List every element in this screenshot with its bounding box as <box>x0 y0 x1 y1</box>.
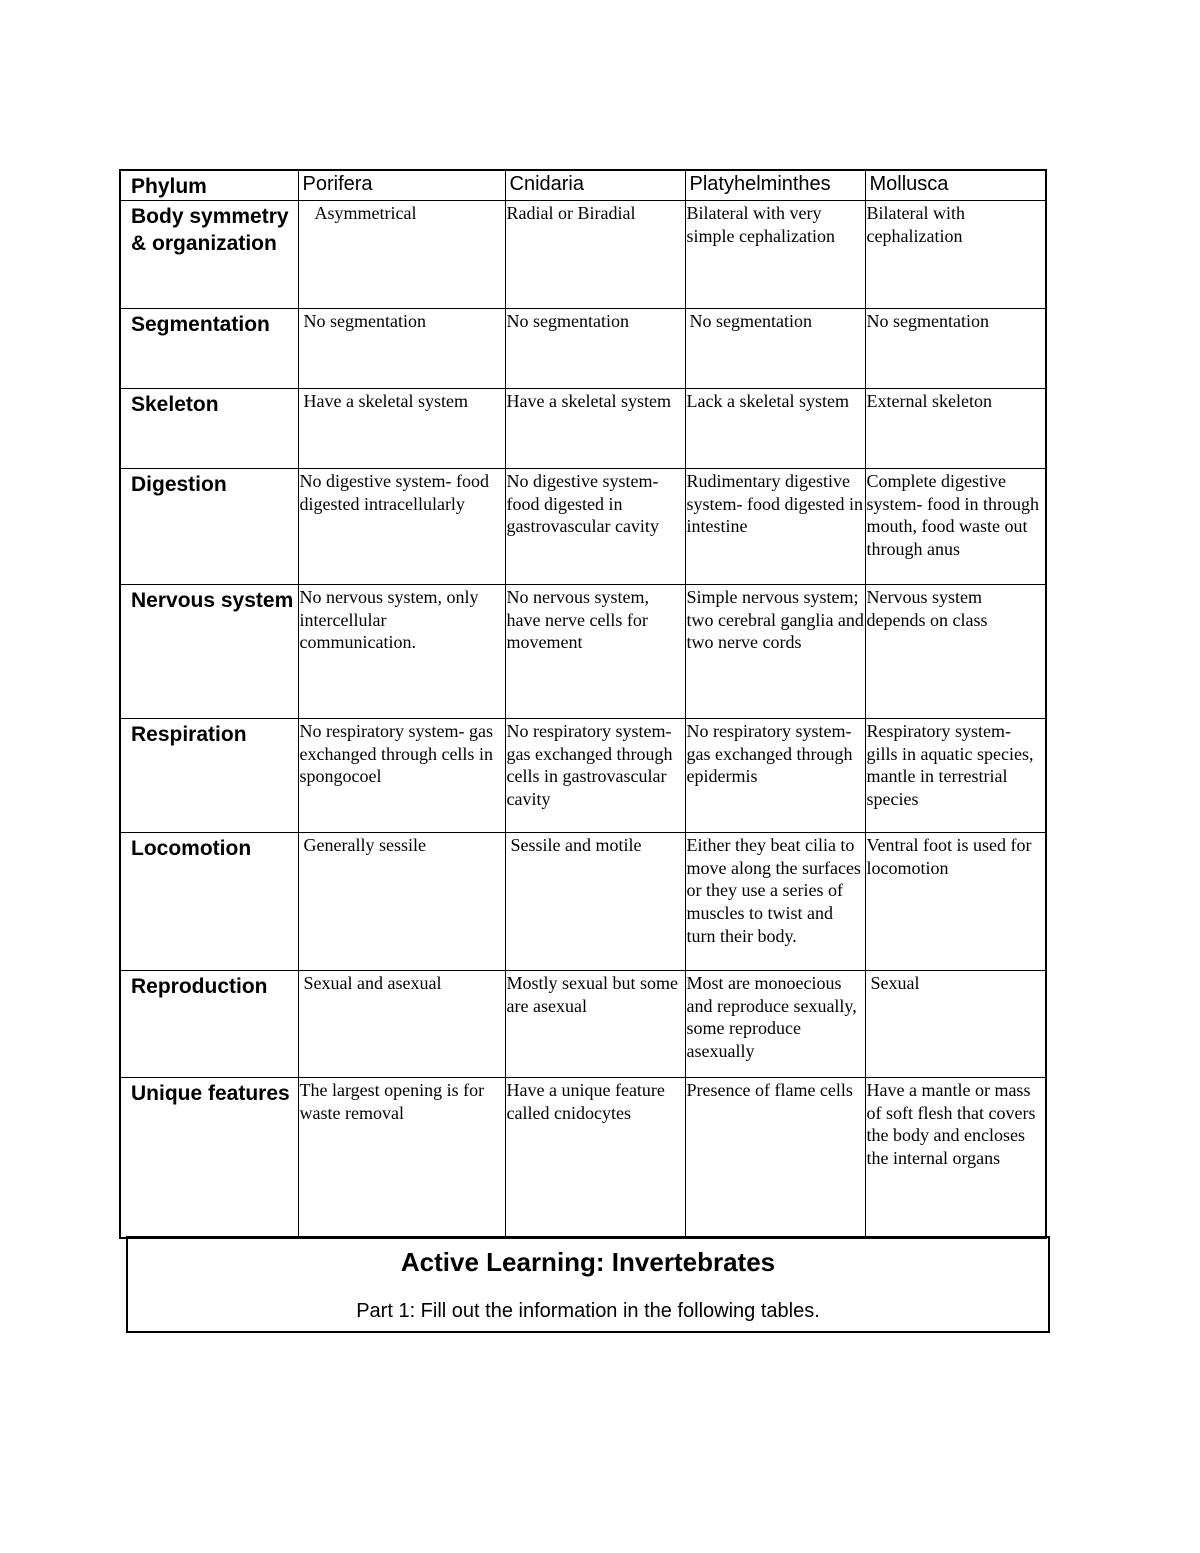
table-cell: Respiratory system- gills in aquatic species, mantle in terrestrial species <box>865 719 1046 833</box>
title-box <box>126 1236 1050 1333</box>
table-row <box>120 971 1046 1078</box>
table-cell: Ventral foot is used for locomotion <box>865 833 1046 971</box>
row-label: Skeleton <box>120 389 298 469</box>
table-cell: Generally sessile <box>298 833 505 971</box>
phylum-comparison-table <box>119 169 1047 1239</box>
table-cell: No digestive system- food digested intracellularly <box>298 469 505 585</box>
header-phylum: Phylum <box>120 170 298 201</box>
table-cell: No segmentation <box>298 309 505 389</box>
table-cell: Simple nervous system; two cerebral ganglia and two nerve cords <box>685 585 865 719</box>
table-cell: Sexual and asexual <box>298 971 505 1078</box>
row-label: Digestion <box>120 469 298 585</box>
table-cell: Have a skeletal system <box>298 389 505 469</box>
table-cell: Sessile and motile <box>505 833 685 971</box>
table-cell: Sexual <box>865 971 1046 1078</box>
table-cell: Either they beat cilia to move along the surfaces or they use a series of muscles to twist and turn their body. <box>685 833 865 971</box>
table-cell: Bilateral with very simple cephalization <box>685 201 865 309</box>
row-label: Unique features <box>120 1078 298 1238</box>
table-cell: Nervous system depends on class <box>865 585 1046 719</box>
table-cell: No segmentation <box>865 309 1046 389</box>
page-title: Active Learning: Invertebrates <box>400 1247 776 1277</box>
table-cell: No nervous system, have nerve cells for movement <box>505 585 685 719</box>
table-cell: Have a unique feature called cnidocytes <box>505 1078 685 1238</box>
table-header-row <box>120 170 1046 201</box>
table-cell: Bilateral with cephalization <box>865 201 1046 309</box>
table-row <box>120 201 1046 309</box>
table-cell: Radial or Biradial <box>505 201 685 309</box>
table-row <box>120 309 1046 389</box>
row-label: Segmentation <box>120 309 298 389</box>
table-row <box>120 389 1046 469</box>
row-label: Reproduction <box>120 971 298 1078</box>
table-cell: No respiratory system- gas exchanged through epidermis <box>685 719 865 833</box>
header-cnidaria: Cnidaria <box>505 170 685 201</box>
table-row <box>120 1078 1046 1238</box>
header-platyhelminthes: Platyhelminthes <box>685 170 865 201</box>
table-cell: No segmentation <box>685 309 865 389</box>
row-label: Respiration <box>120 719 298 833</box>
row-label: Nervous system <box>120 585 298 719</box>
table-cell: Lack a skeletal system <box>685 389 865 469</box>
table-cell: External skeleton <box>865 389 1046 469</box>
table-cell: No nervous system, only intercellular communication. <box>298 585 505 719</box>
table-cell: Most are monoecious and reproduce sexually, some reproduce asexually <box>685 971 865 1078</box>
table-cell: Have a mantle or mass of soft flesh that covers the body and encloses the internal organs <box>865 1078 1046 1238</box>
row-label: Body symmetry & organization <box>120 201 298 309</box>
row-label: Locomotion <box>120 833 298 971</box>
table-row <box>120 469 1046 585</box>
instructions-text: Part 1: Fill out the information in the following tables. <box>356 1300 820 1322</box>
table-row <box>120 719 1046 833</box>
table-cell: Rudimentary digestive system- food digested in intestine <box>685 469 865 585</box>
table-cell: No respiratory system- gas exchanged through cells in gastrovascular cavity <box>505 719 685 833</box>
table-cell: No respiratory system- gas exchanged through cells in spongocoel <box>298 719 505 833</box>
table-cell: No segmentation <box>505 309 685 389</box>
table-row <box>120 585 1046 719</box>
table-cell: Complete digestive system- food in through mouth, food waste out through anus <box>865 469 1046 585</box>
table-cell: Asymmetrical <box>298 201 505 309</box>
table-cell: Have a skeletal system <box>505 389 685 469</box>
table-cell: No digestive system- food digested in gastrovascular cavity <box>505 469 685 585</box>
header-porifera: Porifera <box>298 170 505 201</box>
table-cell: The largest opening is for waste removal <box>298 1078 505 1238</box>
table-cell: Presence of flame cells <box>685 1078 865 1238</box>
table-cell: Mostly sexual but some are asexual <box>505 971 685 1078</box>
table-row <box>120 833 1046 971</box>
header-mollusca: Mollusca <box>865 170 1046 201</box>
